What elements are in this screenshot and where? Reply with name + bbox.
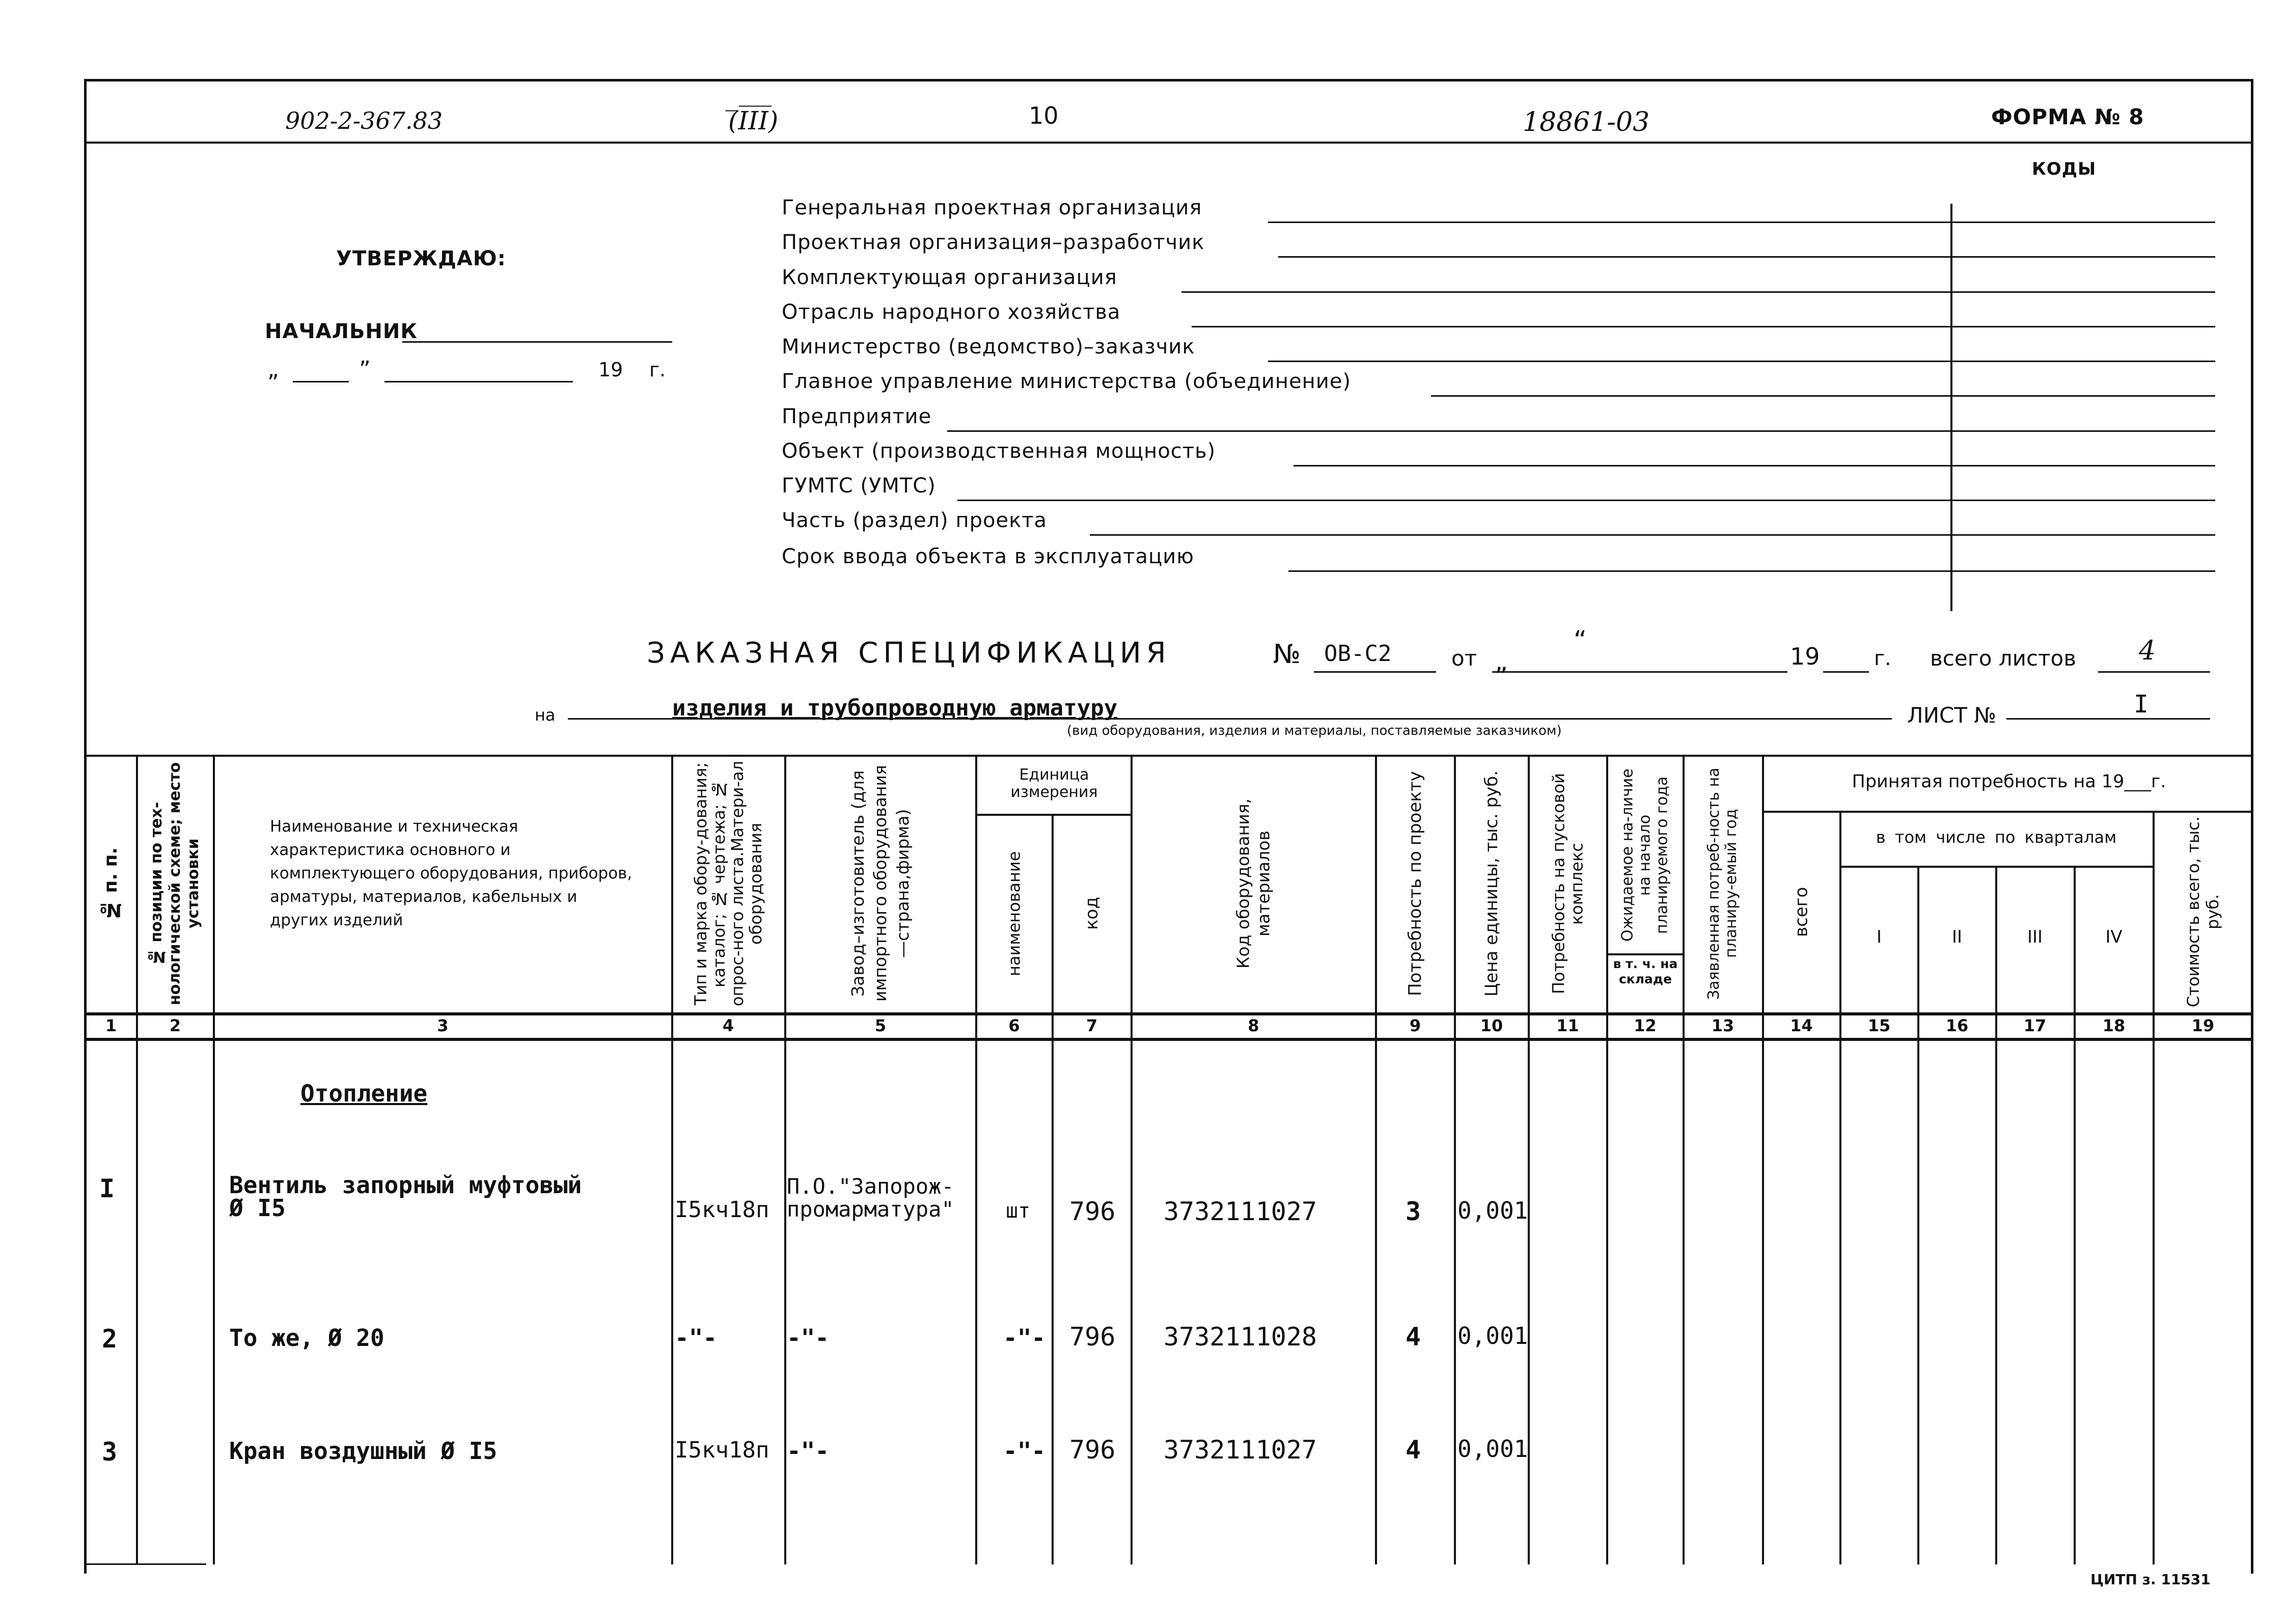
colnum-4: 4 (722, 1016, 734, 1035)
colnum-11: 11 (1556, 1016, 1579, 1035)
org-line (1181, 291, 2215, 293)
doc-number: 902-2-367.83 (285, 107, 443, 134)
org-completing: Комплектующая организация (782, 266, 1117, 289)
header-col-14: всего (1791, 887, 1812, 937)
printer-stamp: ЦИТП з. 11531 (2090, 1571, 2211, 1588)
colnum-15: 15 (1867, 1016, 1891, 1035)
spec-na-label: на (535, 705, 556, 725)
row-material-code: 3732111027 (1164, 1197, 1317, 1226)
row-name: То же, Ø 20 (229, 1324, 384, 1352)
colnum-14: 14 (1790, 1016, 1813, 1035)
colnum-19: 19 (2191, 1016, 2215, 1035)
org-line (1288, 570, 2215, 572)
sheet-value: I (2134, 690, 2149, 719)
sheet-line (2006, 718, 2210, 720)
org-main-directorate: Главное управление министерства (объединение) (782, 370, 1352, 393)
approve-year-suffix: г. (649, 359, 666, 381)
table-bottom-edge (84, 1563, 206, 1565)
colnum-5: 5 (874, 1016, 887, 1035)
form-number: ФОРМА № 8 (1991, 104, 2144, 129)
inventory-number: 18861-03 (1523, 107, 1650, 137)
row-unit-code: 796 (1069, 1322, 1116, 1352)
org-line (1090, 534, 2215, 536)
header-col-8: Код оборудования, материалов (1233, 798, 1274, 969)
spec-subject-line (568, 718, 1892, 720)
row-material-code: 3732111027 (1164, 1435, 1317, 1465)
spec-g: г. (1874, 647, 1891, 670)
stock-subheader-line (1606, 953, 1683, 955)
header-col-1: № п. п. (100, 847, 121, 920)
approve-year: 19 (598, 359, 623, 381)
row-material-code: 3732111028 (1164, 1322, 1317, 1352)
row-unit-code: 796 (1069, 1197, 1116, 1226)
org-object: Объект (производственная мощность) (782, 439, 1216, 463)
header-q3: III (2027, 927, 2043, 947)
spec-quote-open: “ (1574, 625, 1587, 655)
header-q2: II (1951, 927, 1963, 947)
col-border (1995, 866, 1997, 1564)
org-gumts: ГУМТС (УМТС) (782, 474, 936, 498)
spec-number-line (1314, 671, 1436, 673)
colnum-1: 1 (105, 1016, 117, 1035)
date-open-quote: „ (267, 356, 279, 382)
org-line (1278, 256, 2215, 258)
row-unit: -"- (1003, 1324, 1046, 1352)
row-plant: -"- (787, 1437, 830, 1465)
spec-year-line (1823, 671, 1869, 673)
date-month-line (384, 381, 573, 382)
row-number: I (99, 1174, 115, 1203)
col-border (1839, 811, 1841, 1564)
row-unit: шт (1006, 1199, 1031, 1223)
org-line (947, 430, 2215, 432)
spec-year: 19 (1790, 643, 1820, 670)
colnum-2: 2 (169, 1016, 181, 1035)
row-number: 2 (102, 1324, 118, 1354)
colnum-7: 7 (1086, 1016, 1098, 1035)
org-industry: Отрасль народного хозяйства (782, 300, 1121, 324)
sheet-label: ЛИСТ № (1907, 703, 1997, 728)
row-unit-code: 796 (1069, 1435, 1116, 1465)
org-ministry: Министерство (ведомство)–заказчик (782, 335, 1195, 359)
spec-subject: изделия и трубопроводную арматуру (672, 695, 1118, 721)
row-quantity: 3 (1406, 1197, 1421, 1226)
colnum-16: 16 (1945, 1016, 1969, 1035)
date-day-line (293, 381, 349, 382)
table-top-border (84, 755, 2253, 757)
spec-number-label: № (1273, 639, 1301, 670)
org-line (1293, 465, 2215, 466)
row-type: I5кч18п (675, 1437, 769, 1463)
row-type: I5кч18п (675, 1197, 769, 1223)
colnum-18: 18 (2102, 1016, 2126, 1035)
row-quantity: 4 (1406, 1322, 1421, 1352)
header-col-6: наименование (1004, 851, 1024, 976)
header-q4: IV (2105, 927, 2123, 947)
org-line (1431, 395, 2215, 397)
row-unit: -"- (1003, 1437, 1046, 1465)
colnum-6: 6 (1008, 1016, 1020, 1035)
header-q1: I (1876, 927, 1882, 947)
colnum-17: 17 (2023, 1016, 2047, 1035)
spec-date-line (1492, 671, 1787, 673)
spec-subject-note: (вид оборудования, изделия и материалы, поставляемые заказчиком) (1067, 723, 1562, 738)
colnum-10: 10 (1480, 1016, 1503, 1035)
album-number: (̅I̅I̅I̅) (728, 106, 779, 135)
approve-title: УТВЕРЖДАЮ: (336, 247, 506, 270)
header-col-3: Наименование и техническая характеристика основного и комплектующего оборудования, приборов, арматуры, материалов, кабельных и других изделий (270, 817, 632, 929)
col-border (2074, 866, 2076, 1564)
header-col-2: № позиции по тех-нологической схеме; место установки (148, 762, 202, 1005)
col-border (213, 755, 215, 1564)
chief-signature-line (402, 341, 672, 343)
colnum-9: 9 (1409, 1016, 1421, 1035)
page-number: 10 (1029, 102, 1059, 129)
org-enterprise: Предприятие (782, 405, 932, 428)
codes-divider (1950, 204, 1952, 611)
colnum-8: 8 (1248, 1016, 1259, 1035)
org-commissioning-date: Срок ввода объекта в эксплуатацию (782, 545, 1194, 568)
org-project-part: Часть (раздел) проекта (782, 509, 1048, 532)
org-general-designer: Генеральная проектная организация (782, 196, 1202, 219)
spec-total-value: 4 (2139, 636, 2156, 666)
org-line (957, 500, 2215, 501)
header-accepted: Принятая потребность на 19___г. (1852, 772, 2166, 792)
header-col-19: Стоимость всего, тыс. руб. (2184, 816, 2222, 1007)
row-quantity: 4 (1406, 1435, 1421, 1465)
row-type: -"- (675, 1324, 718, 1352)
row-plant: П.О."Запорож- (787, 1174, 954, 1199)
spec-title: ЗАКАЗНАЯ СПЕЦИФИКАЦИЯ (647, 637, 1171, 670)
spec-number: ОВ-С2 (1324, 641, 1392, 667)
row-name-size: Ø I5 (229, 1194, 286, 1222)
row-name: Кран воздушный Ø I5 (229, 1437, 498, 1465)
header-divider (84, 142, 2253, 144)
colnum-13: 13 (1711, 1016, 1734, 1035)
row-number: 3 (102, 1437, 118, 1467)
org-line (1268, 361, 2215, 362)
table-colnum-bottom (84, 1038, 2253, 1041)
spec-total-label: всего листов (1930, 646, 2076, 671)
date-close-quote: ” (359, 356, 371, 382)
header-col-12: Ожидаемое на-личие на начало планируемого года (1618, 768, 1671, 942)
row-plant: -"- (787, 1324, 830, 1352)
spec-total-line (2098, 671, 2210, 673)
row-price: 0,001 (1457, 1435, 1528, 1463)
spec-from-label: от (1451, 646, 1477, 671)
header-col-9: Потребность по проекту (1405, 771, 1425, 996)
header-col-11: Потребность на пусковой комплекс (1549, 773, 1587, 995)
header-col-7: код (1082, 897, 1102, 930)
header-col-4: Тип и марка обору-дования; каталог; № чертежа; № опрос-ного листа.Матери-ал оборудования (691, 760, 765, 1007)
accepted-subheader-line (1762, 811, 2253, 813)
org-line (1268, 222, 2215, 223)
colnum-3: 3 (437, 1016, 449, 1035)
header-col-10: Цена единицы, тыс. руб. (1481, 770, 1502, 997)
colnum-12: 12 (1634, 1016, 1657, 1035)
col-border (1917, 866, 1919, 1564)
org-developer: Проектная организация–разработчик (782, 231, 1205, 254)
header-unit-group: Единица измерения (1010, 766, 1098, 801)
chief-label: НАЧАЛЬНИК (265, 320, 418, 343)
codes-label: КОДЫ (2032, 159, 2097, 179)
row-price: 0,001 (1457, 1322, 1528, 1350)
row-plant-line2: промарматура" (787, 1197, 954, 1222)
spec-quote-close: ” (1495, 662, 1508, 692)
header-col-13: Заявленная потреб-ность на планиру-емый год (1705, 767, 1740, 1000)
header-col-5: Завод–изготовитель (для импортного оборудования —страна,фирма) (848, 765, 913, 1002)
section-title: Отопление (300, 1080, 428, 1107)
header-quarters: в том числе по кварталам (1876, 828, 2117, 847)
org-line (1192, 326, 2215, 327)
row-name: Вентиль запорный муфтовый (229, 1171, 582, 1199)
row-price: 0,001 (1457, 1197, 1528, 1224)
header-col-12-stock: в т. ч. на складе (1613, 956, 1678, 986)
